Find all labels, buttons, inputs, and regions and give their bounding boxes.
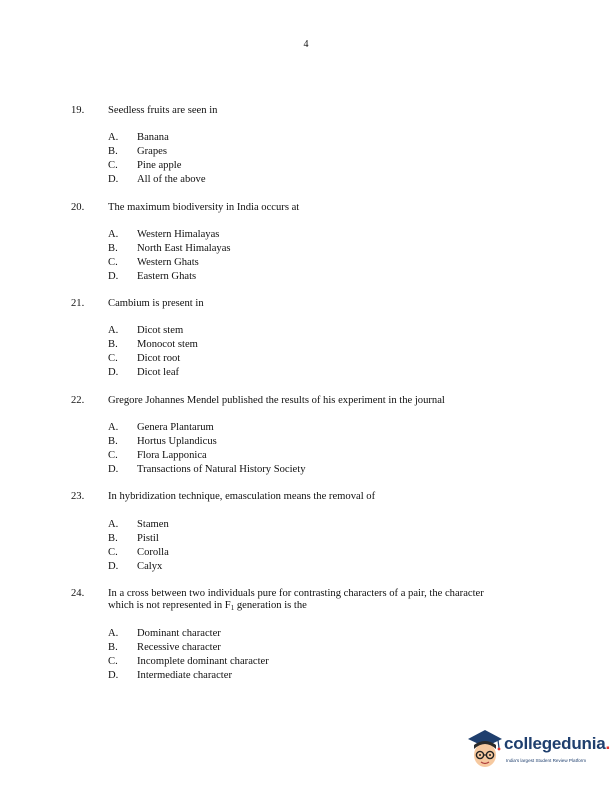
option-text: Dicot stem (137, 325, 184, 336)
option-d (0, 174, 612, 188)
option-letter: B. (108, 533, 118, 544)
option-text: Monocot stem (137, 339, 198, 350)
question-number: 20. (71, 202, 85, 213)
question-text-line1: In a cross between two individuals pure for contrasting characters of a pair, the character (108, 588, 484, 599)
question-number: 21. (71, 298, 85, 309)
option-c (0, 353, 612, 367)
option-text: All of the above (137, 174, 206, 185)
option-letter: B. (108, 436, 118, 447)
question-text: Cambium is present in (108, 298, 204, 309)
option-c (0, 160, 612, 174)
option-text: Hortus Uplandicus (137, 436, 217, 447)
option-c (0, 656, 612, 670)
question-text-line2-post: generation is the (234, 600, 307, 611)
logo-name: collegedunia (504, 734, 606, 753)
option-letter: A. (108, 325, 119, 336)
option-letter: A. (108, 628, 119, 639)
option-letter: A. (108, 519, 119, 530)
option-letter: D. (108, 561, 119, 572)
option-a (0, 325, 612, 339)
option-text: Flora Lapponica (137, 450, 207, 461)
logo-tagline: India's largest Student Review Platform (506, 758, 587, 763)
subscript: 1 (230, 604, 235, 612)
option-letter: C. (108, 450, 118, 461)
option-b (0, 642, 612, 656)
option-c (0, 257, 612, 271)
option-letter: B. (108, 642, 118, 653)
option-text: Grapes (137, 146, 168, 157)
question-text (108, 588, 548, 614)
question-text: The maximum biodiversity in India occurs at (108, 202, 300, 213)
option-text: Recessive character (137, 642, 221, 653)
option-letter: A. (108, 229, 119, 240)
option-b (0, 533, 612, 547)
page-number: 4 (303, 39, 309, 50)
option-text: Western Ghats (137, 257, 199, 268)
option-letter: D. (108, 464, 119, 475)
option-letter: C. (108, 547, 118, 558)
option-text: Banana (137, 132, 169, 143)
collegedunia-logo (466, 727, 611, 775)
option-letter: C. (108, 656, 118, 667)
option-a (0, 132, 612, 146)
option-text: Dominant character (137, 628, 221, 639)
option-letter: D. (108, 271, 119, 282)
question-number: 19. (71, 105, 85, 116)
option-d (0, 464, 612, 478)
option-letter: A. (108, 422, 119, 433)
option-d (0, 670, 612, 684)
option-a (0, 519, 612, 533)
option-b (0, 243, 612, 257)
option-b (0, 436, 612, 450)
option-text: Stamen (137, 519, 169, 530)
option-letter: D. (108, 367, 119, 378)
option-text: Pine apple (137, 160, 182, 171)
option-text: Genera Plantarum (137, 422, 214, 433)
option-a (0, 628, 612, 642)
option-a (0, 422, 612, 436)
question-text-line2-pre: which is not represented in F (108, 600, 231, 611)
option-letter: D. (108, 174, 119, 185)
question-text: Gregore Johannes Mendel published the results of his experiment in the journal (108, 395, 445, 406)
mascot-icon (466, 727, 504, 775)
option-text: North East Himalayas (137, 243, 231, 254)
option-letter: A. (108, 132, 119, 143)
option-letter: C. (108, 160, 118, 171)
question-text: In hybridization technique, emasculation means the removal of (108, 491, 376, 502)
option-text: Dicot leaf (137, 367, 180, 378)
option-text: Intermediate character (137, 670, 232, 681)
option-c (0, 547, 612, 561)
logo-dot: . (605, 734, 611, 753)
option-text: Dicot root (137, 353, 181, 364)
option-text: Western Himalayas (137, 229, 220, 240)
question-text: Seedless fruits are seen in (108, 105, 218, 116)
option-text: Calyx (137, 561, 163, 572)
option-text: Eastern Ghats (137, 271, 197, 282)
option-d (0, 271, 612, 285)
question-number: 23. (71, 491, 85, 502)
question-number: 24. (71, 588, 85, 599)
option-b (0, 146, 612, 160)
logo-wordmark (504, 734, 610, 754)
option-letter: C. (108, 353, 118, 364)
option-letter: D. (108, 670, 119, 681)
option-letter: C. (108, 257, 118, 268)
option-a (0, 229, 612, 243)
option-text: Transactions of Natural History Society (137, 464, 306, 475)
question-number: 22. (71, 395, 85, 406)
option-text: Pistil (137, 533, 159, 544)
option-letter: B. (108, 146, 118, 157)
option-b (0, 339, 612, 353)
option-text: Corolla (137, 547, 169, 558)
option-text: Incomplete dominant character (137, 656, 269, 667)
option-d (0, 561, 612, 575)
option-d (0, 367, 612, 381)
option-letter: B. (108, 339, 118, 350)
option-c (0, 450, 612, 464)
option-letter: B. (108, 243, 118, 254)
